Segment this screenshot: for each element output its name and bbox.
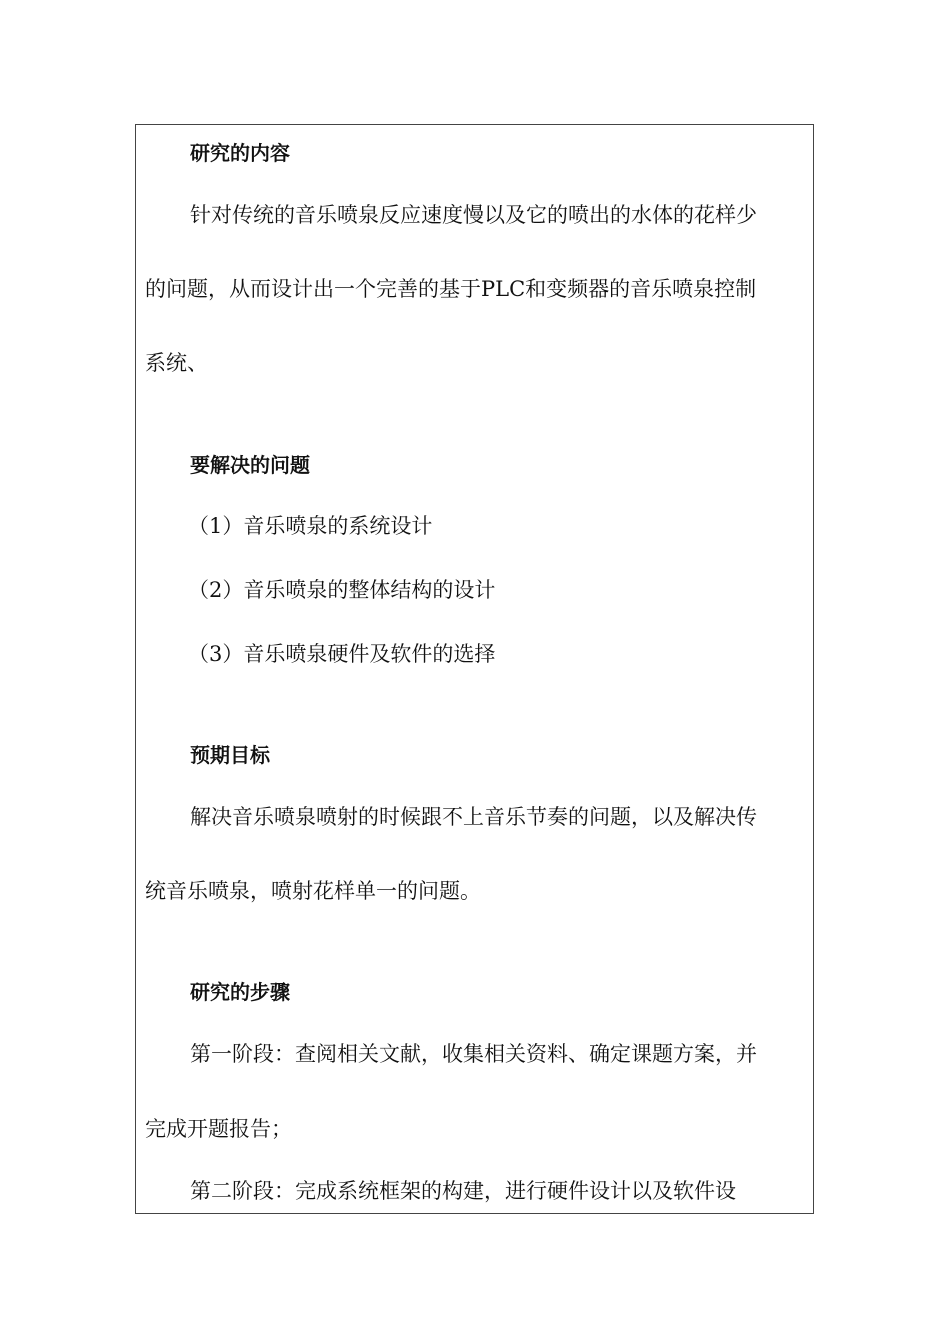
section-heading-goals: 预期目标 (190, 743, 270, 767)
paragraph-line: 的问题，从而设计出一个完善的基于PLC和变频器的音乐喷泉控制 (145, 277, 757, 301)
paragraph-line: 系统、 (145, 351, 208, 375)
list-item: （1）音乐喷泉的系统设计 (188, 514, 433, 538)
paragraph-line: 第二阶段：完成系统框架的构建，进行硬件设计以及软件设 (190, 1179, 736, 1203)
section-heading-research-content: 研究的内容 (190, 141, 290, 165)
paragraph-line: 解决音乐喷泉喷射的时候跟不上音乐节奏的问题，以及解决传 (190, 805, 757, 829)
paragraph-line: 完成开题报告； (145, 1117, 292, 1141)
paragraph-line: 第一阶段：查阅相关文献，收集相关资料、确定课题方案，并 (190, 1042, 757, 1066)
section-heading-problems: 要解决的问题 (190, 453, 310, 477)
document-frame (135, 124, 814, 1214)
section-heading-steps: 研究的步骤 (190, 980, 290, 1004)
list-item: （2）音乐喷泉的整体结构的设计 (188, 578, 496, 602)
paragraph-line: 针对传统的音乐喷泉反应速度慢以及它的喷出的水体的花样少 (190, 203, 757, 227)
list-item: （3）音乐喷泉硬件及软件的选择 (188, 642, 496, 666)
paragraph-line: 统音乐喷泉，喷射花样单一的问题。 (145, 879, 481, 903)
